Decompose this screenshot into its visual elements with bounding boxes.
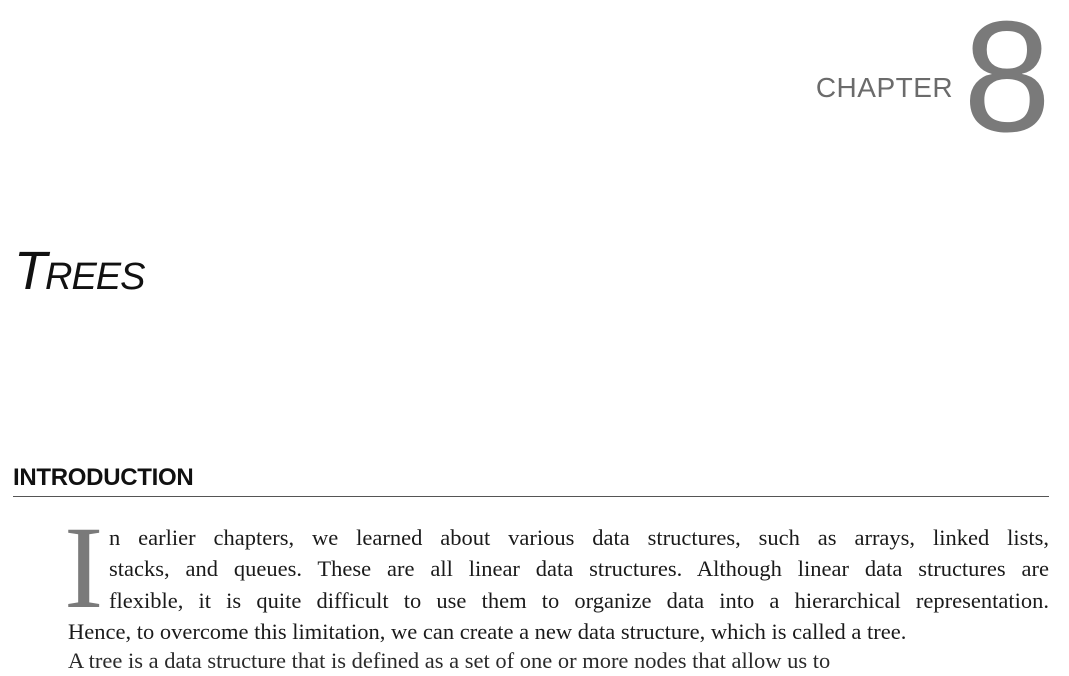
paragraph-line-5: A tree is a data structure that is defined as a set of one or more nodes that allow us to <box>68 648 831 673</box>
paragraph-line-1: n earlier chapters, we learned about various data structures, such as arrays, linked lists, <box>109 525 1049 550</box>
chapter-title <box>14 240 144 302</box>
section-divider <box>13 496 1049 497</box>
chapter-number: 8 <box>963 0 1047 165</box>
paragraph-line-4: Hence, to overcome this limitation, we can create a new data structure, which is called a tree. <box>68 619 907 644</box>
section-heading: INTRODUCTION <box>13 464 194 491</box>
drop-cap: I <box>64 502 104 633</box>
chapter-title-rest: REES <box>45 256 145 298</box>
chapter-title-first-letter: T <box>14 241 45 301</box>
paragraph-line-3: flexible, it is quite difficult to use them to organize data into a hierarchical representation. <box>109 588 1049 613</box>
paragraph-line-2: stacks, and queues. These are all linear data structures. Although linear data structures are <box>109 556 1049 581</box>
chapter-label: CHAPTER <box>815 72 954 103</box>
chapter-heading <box>815 0 1047 165</box>
